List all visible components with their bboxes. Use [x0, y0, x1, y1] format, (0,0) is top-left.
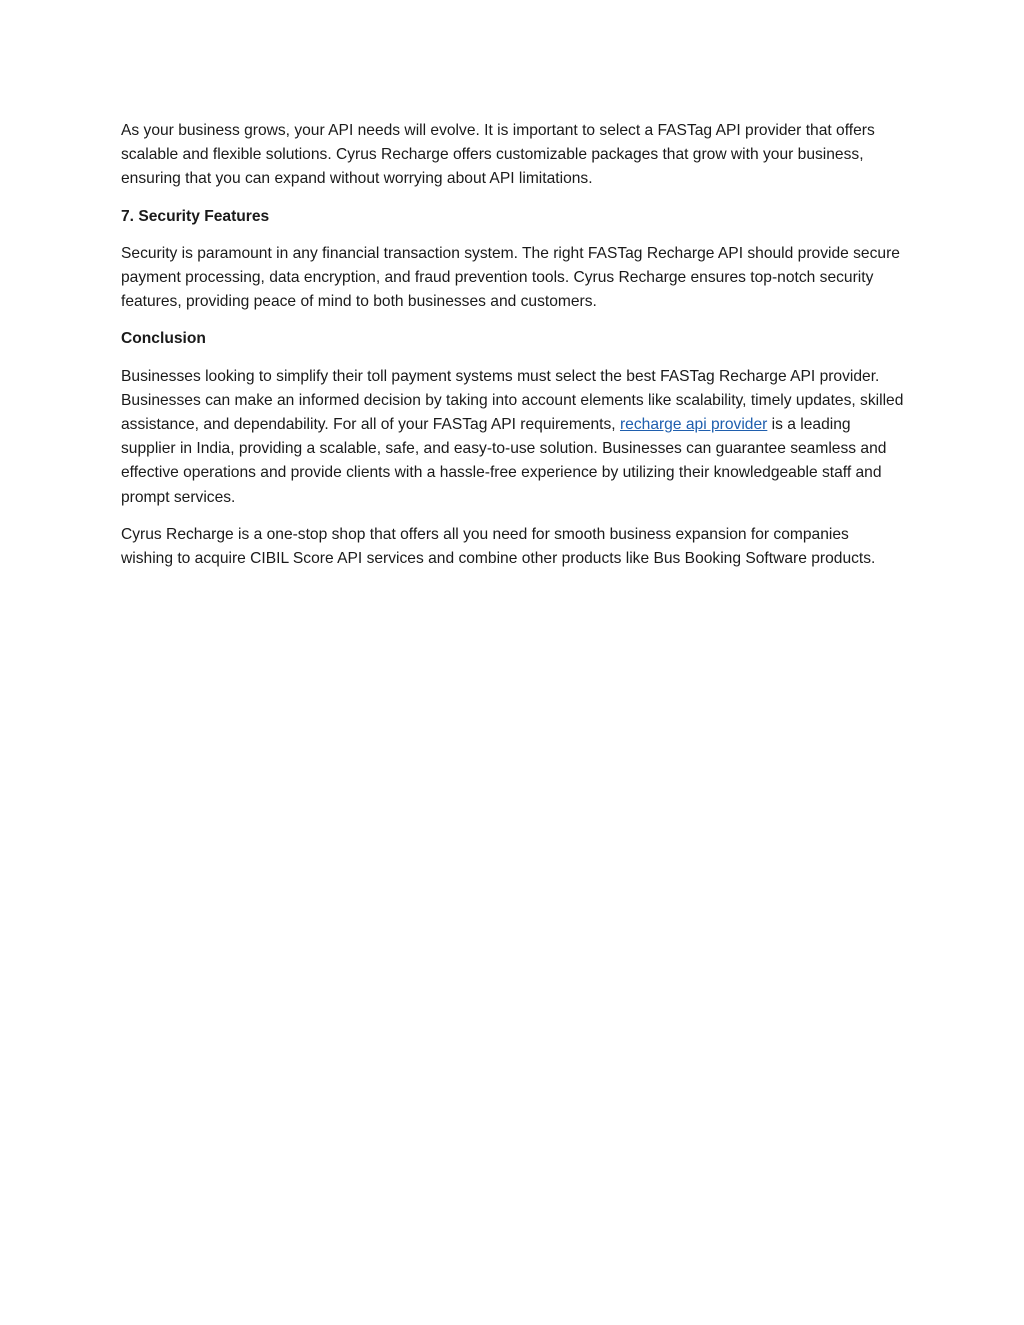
paragraph-conclusion — [121, 365, 905, 510]
conclusion-text-after-link: is a leading supplier in India, providing a scalable, safe, and easy-to-use solution. Businesses can guarantee seamless and effective operations and provide clients with a hassle-free experience by utilizing their knowledgeable staff and prompt services. — [121, 416, 887, 506]
recharge-api-provider-link[interactable]: recharge api provider — [619, 416, 768, 434]
paragraph-final: Cyrus Recharge is a one-stop shop that offers all you need for smooth business expansion for companies wishing to acquire CIBIL Score API services and combine other products like Bus Booking Software products. — [121, 525, 876, 568]
conclusion-text-before-link: Businesses looking to simplify their toll payment systems must select the best FASTag Recharge API provider. Businesses can make an informed decision by taking into account elements like scalability, timely updates, skilled assistance, and dependability. For all of your FASTag API requirements, — [121, 367, 904, 434]
document-body — [121, 119, 905, 584]
heading-security-features: 7. Security Features — [121, 207, 270, 225]
heading-conclusion: Conclusion — [121, 330, 206, 348]
paragraph-security: Security is paramount in any financial transaction system. The right FASTag Recharge API should provide secure payment processing, data encryption, and fraud prevention tools. Cyrus Recharge ensures top-notch security features, providing peace of mind to both businesses and customers. — [121, 244, 900, 311]
paragraph-scalability: As your business grows, your API needs will evolve. It is important to select a FASTag API provider that offers scalable and flexible solutions. Cyrus Recharge offers customizable packages that grow with your business, ensuring that you can expand without worrying about API limitations. — [121, 122, 875, 188]
